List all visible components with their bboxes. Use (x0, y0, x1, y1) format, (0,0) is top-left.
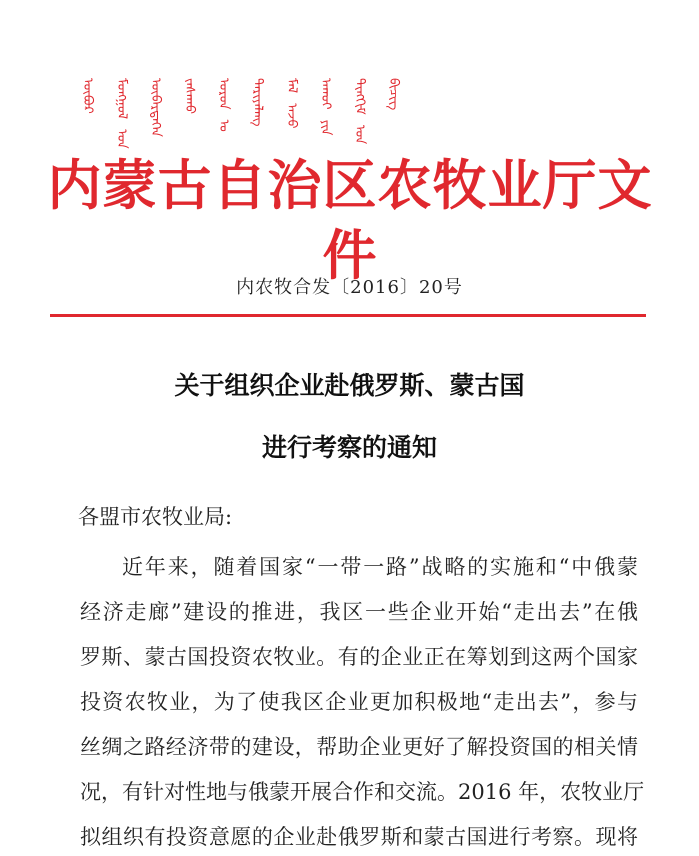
red-divider (50, 314, 646, 317)
body-line: 经济走廊”建设的推进，我区一些企业开始“走出去”在俄 (80, 600, 638, 624)
subject-line-2: 进行考察的通知 (261, 433, 437, 462)
body-line: 况，有针对性地与俄蒙开展合作和交流。2016 年，农牧业厅 (80, 780, 645, 804)
document-number: 内农牧合发〔2016〕20号 (236, 277, 463, 298)
body-line: 投资农牧业，为了使我区企业更加积极地“走出去”，参与 (80, 690, 638, 714)
mongolian-script-title: ᠦᠪᠦᠷ ᠮᠣᠩᠭᠣᠯ ᠤᠨ ᠥᠪᠡᠷᠲᠡᠭᠡᠨ ᠵᠠᠰᠠᠬᠤ ᠣᠷᠣᠨ ᠤ ᠲᠠᠷᠢᠶᠠᠯᠠᠩ ᠮᠠᠯ ᠠᠵᠤ ᠠᠬᠤᠢ ᠶᠢᠨ ᠲᠢᠩᠬᠢᠮ ᠤᠨ ᠪᠢᠴᠢᠭ (80, 78, 401, 149)
subject-line-1: 关于组织企业赴俄罗斯、蒙古国 (174, 371, 525, 400)
document-title: 内蒙古自治区农牧业厅文件 (47, 153, 653, 287)
salutation: 各盟市农牧业局: (78, 505, 233, 529)
body-line: 罗斯、蒙古国投资农牧业。有的企业正在筹划到这两个国家 (80, 645, 638, 669)
body-line: 拟组织有投资意愿的企业赴俄罗斯和蒙古国进行考察。现将 (80, 825, 638, 849)
body-line: 丝绸之路经济带的建设，帮助企业更好了解投资国的相关情 (80, 735, 638, 759)
body-line: 近年来，随着国家“一带一路”战略的实施和“中俄蒙 (122, 555, 638, 579)
